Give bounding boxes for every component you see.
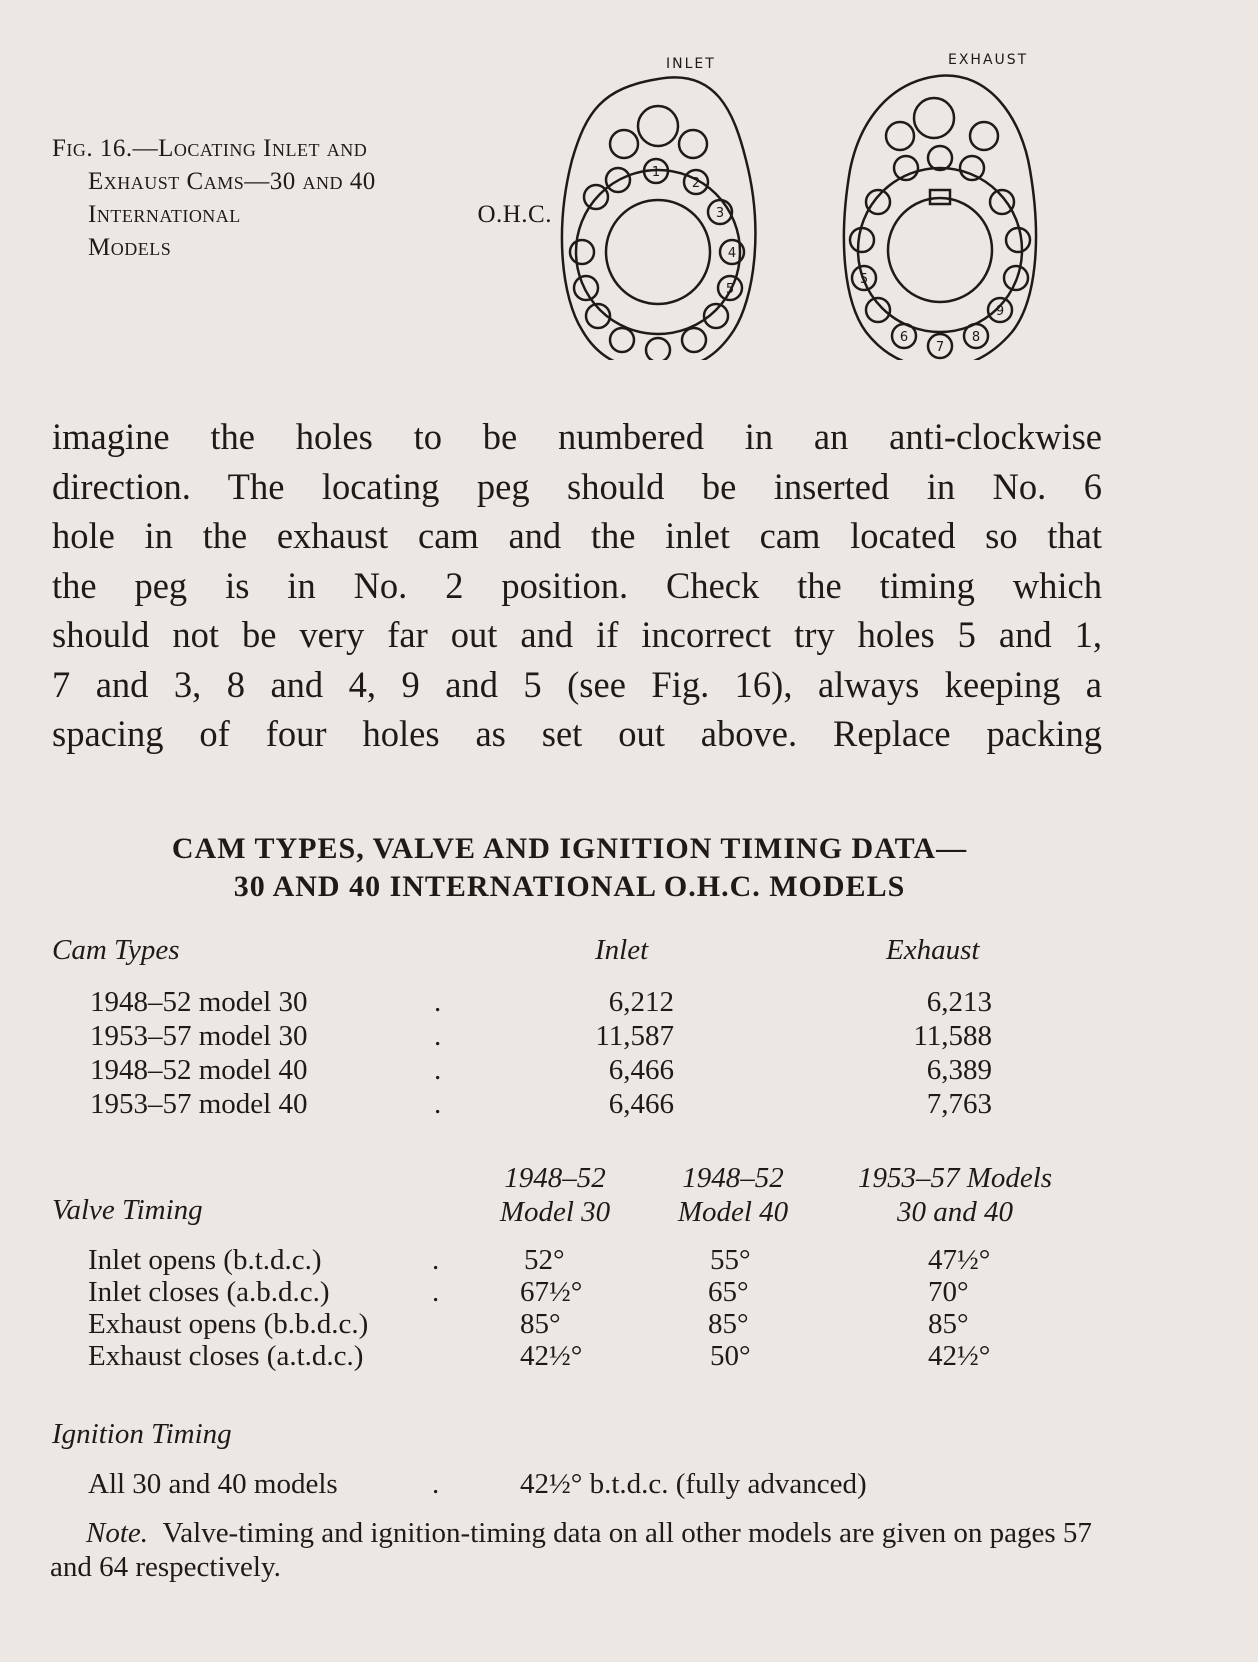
cam-inlet-header: Inlet <box>595 934 649 966</box>
caption-word: O.H.C. <box>477 201 552 228</box>
valve-value-53: 70° <box>928 1276 969 1308</box>
paragraph-line: direction. The locating peg should be inserted in No. 6 <box>52 465 1102 507</box>
heading-line: CAM TYPES, VALVE AND IGNITION TIMING DATA— <box>171 832 968 865</box>
valve-col1-year: 1948–52 <box>504 1162 606 1194</box>
valve-event: Inlet opens (b.t.d.c.) <box>88 1244 322 1276</box>
exhaust-hole-number: 8 <box>971 330 981 345</box>
leader-dot: . <box>434 1054 442 1086</box>
valve-col2-year: 1948–52 <box>682 1162 784 1194</box>
cam-diagram <box>560 40 1120 360</box>
exhaust-hole-number: 9 <box>995 304 1005 319</box>
cam-inlet-value: 11,587 <box>595 1020 674 1052</box>
valve-event: Exhaust opens (b.b.d.c.) <box>88 1308 369 1340</box>
note-label: Note. <box>86 1517 149 1549</box>
cam-inlet-value: 6,212 <box>608 986 674 1018</box>
inlet-hole-number: 4 <box>727 246 737 261</box>
valve-col1-model: Model 30 <box>499 1196 611 1228</box>
leader-dot: . <box>434 1088 442 1120</box>
leader-dot: . <box>432 1468 440 1500</box>
cam-exhaust-value: 7,763 <box>926 1088 992 1120</box>
valve-value-53: 42½° <box>928 1340 991 1372</box>
exhaust-cam-diagram <box>844 76 1036 360</box>
body-paragraph <box>52 412 1102 759</box>
valve-timing-label: Valve Timing <box>52 1194 203 1226</box>
valve-value-30: 52° <box>524 1244 565 1276</box>
valve-col2-model: Model 40 <box>677 1196 789 1228</box>
caption-line: Exhaust Cams—30 and 40 <box>88 168 376 195</box>
cam-model: 1948–52 model 30 <box>90 986 308 1018</box>
inlet-hole-number: 3 <box>715 206 725 221</box>
leader-dot: . <box>432 1276 440 1308</box>
inlet-cam-diagram <box>562 77 755 360</box>
exhaust-label: EXHAUST <box>948 52 1029 68</box>
caption-word: International <box>88 201 241 228</box>
leader-dot: . <box>434 1020 442 1052</box>
figure-caption <box>52 132 552 264</box>
inlet-label: INLET <box>666 56 716 72</box>
valve-col3-model: 30 and 40 <box>897 1196 1013 1228</box>
caption-line <box>52 198 552 231</box>
cam-inlet-value: 6,466 <box>608 1054 674 1086</box>
paragraph-line: imagine the holes to be numbered in an anti-clockwise <box>52 416 1102 457</box>
valve-event: Exhaust closes (a.t.d.c.) <box>88 1340 364 1372</box>
note-text: Valve-timing and ignition-timing data on all other models are given on pages 57 and 64 respectively. <box>50 1517 1092 1583</box>
cam-exhaust-value: 11,588 <box>913 1020 992 1052</box>
heading-line: 30 AND 40 INTERNATIONAL O.H.C. MODELS <box>233 870 906 903</box>
valve-value-30: 85° <box>520 1308 561 1340</box>
cam-exhaust-header: Exhaust <box>886 934 980 966</box>
valve-value-53: 47½° <box>928 1244 991 1276</box>
cam-exhaust-value: 6,213 <box>926 986 992 1018</box>
exhaust-hole-number: 6 <box>899 330 909 345</box>
valve-value-40: 55° <box>710 1244 751 1276</box>
cam-exhaust-value: 6,389 <box>926 1054 992 1086</box>
cam-model: 1948–52 model 40 <box>90 1054 308 1086</box>
valve-value-30: 67½° <box>520 1276 583 1308</box>
valve-event: Inlet closes (a.b.d.c.) <box>88 1276 330 1308</box>
paragraph-line: the peg is in No. 2 position. Check the timing which <box>52 564 1102 606</box>
caption-line: Models <box>88 234 172 261</box>
cam-model: 1953–57 model 40 <box>90 1088 308 1120</box>
valve-value-40: 50° <box>710 1340 751 1372</box>
valve-value-40: 65° <box>708 1276 749 1308</box>
section-heading <box>52 830 1087 906</box>
paragraph-line: 7 and 3, 8 and 4, 9 and 5 (see Fig. 16), always keeping a <box>52 663 1102 705</box>
inlet-hole-number: 1 <box>651 165 661 180</box>
ignition-row-label: All 30 and 40 models <box>88 1468 338 1500</box>
paragraph-line: hole in the exhaust cam and the inlet cam located so that <box>52 515 1102 556</box>
leader-dot: . <box>434 986 442 1018</box>
valve-value-30: 42½° <box>520 1340 583 1372</box>
note <box>50 1516 1100 1584</box>
paragraph-line: should not be very far out and if incorrect try holes 5 and 1, <box>52 614 1102 655</box>
valve-col3-year: 1953–57 Models <box>857 1162 1053 1194</box>
cam-inlet-value: 6,466 <box>608 1088 674 1120</box>
inlet-hole-number: 2 <box>691 176 701 191</box>
ignition-value: 42½° b.t.d.c. (fully advanced) <box>520 1468 867 1500</box>
ignition-timing-label: Ignition Timing <box>52 1418 232 1450</box>
valve-value-40: 85° <box>708 1308 749 1340</box>
inlet-hole-number: 5 <box>725 282 735 297</box>
valve-value-53: 85° <box>928 1308 969 1340</box>
paragraph-line: spacing of four holes as set out above. Replace packing <box>52 713 1102 754</box>
cam-types-label: Cam Types <box>52 934 180 966</box>
exhaust-hole-number: 7 <box>935 340 945 355</box>
caption-line: Fig. 16.—Locating Inlet and <box>52 135 368 162</box>
cam-model: 1953–57 model 30 <box>90 1020 308 1052</box>
exhaust-hole-number: 5 <box>859 272 869 287</box>
leader-dot: . <box>432 1244 440 1276</box>
